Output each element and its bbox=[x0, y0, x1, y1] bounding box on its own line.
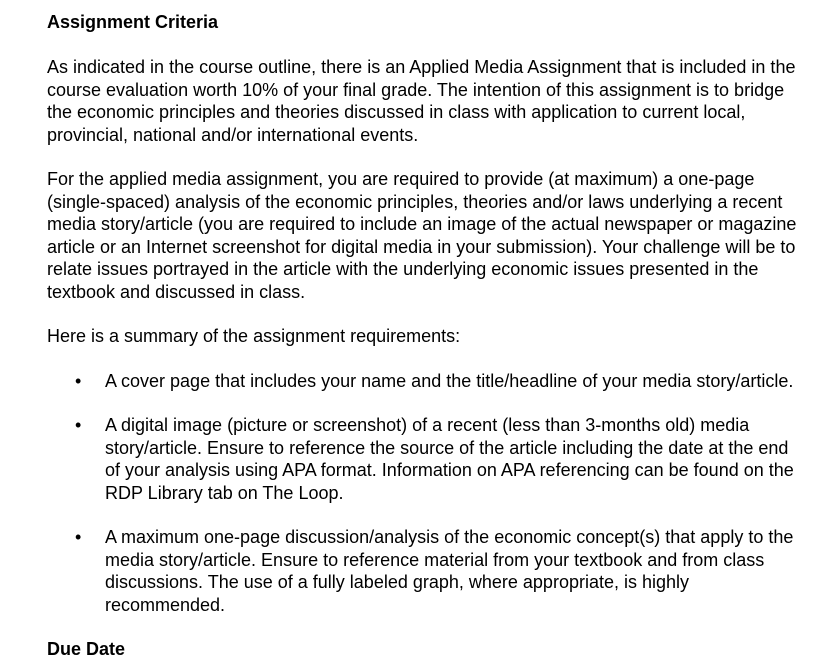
document-page bbox=[47, 11, 807, 660]
list-item bbox=[47, 414, 807, 504]
list-item-text: A maximum one-page discussion/analysis of the economic concept(s) that apply to the media story/article. Ensure to reference material from your textbook and from class discussions. The use of a fully labeled graph, where appropriate, is highly recommended. bbox=[105, 527, 794, 615]
paragraph-summary-lead: Here is a summary of the assignment requirements: bbox=[47, 326, 461, 346]
bullet-icon: • bbox=[75, 527, 82, 547]
requirements-list bbox=[47, 370, 807, 617]
paragraph-requirements: For the applied media assignment, you are required to provide (at maximum) a one-page (single-spaced) analysis of the economic principles, theories and/or laws underlying a recent media story/article (you are required to include an image of the actual newspaper or magazine article or an Internet screenshot for digital media in your submission). Your challenge will be to relate issues portrayed in the article with the underlying economic issues presented in the textbook and discussed in class. bbox=[47, 169, 797, 302]
bullet-icon: • bbox=[75, 415, 82, 435]
due-date-heading: Due Date bbox=[47, 639, 126, 659]
list-item bbox=[47, 526, 807, 616]
bullet-icon: • bbox=[75, 370, 82, 391]
list-item-text: A digital image (picture or screenshot) of a recent (less than 3-months old) media story/article. Ensure to reference the source of the article including the date at the end of your analysis using APA format. Information on APA referencing can be found on the RDP Library tab on The Loop. bbox=[105, 415, 794, 503]
section-heading: Assignment Criteria bbox=[47, 12, 219, 32]
paragraph-intro: As indicated in the course outline, there is an Applied Media Assignment that is included in the course evaluation worth 10% of your final grade. The intention of this assignment is to bridge the economic principles and theories discussed in class with application to current local, provincial, national and/or international events. bbox=[47, 57, 796, 145]
list-item bbox=[47, 370, 807, 393]
list-item-text: A cover page that includes your name and the title/headline of your media story/article. bbox=[105, 370, 794, 391]
